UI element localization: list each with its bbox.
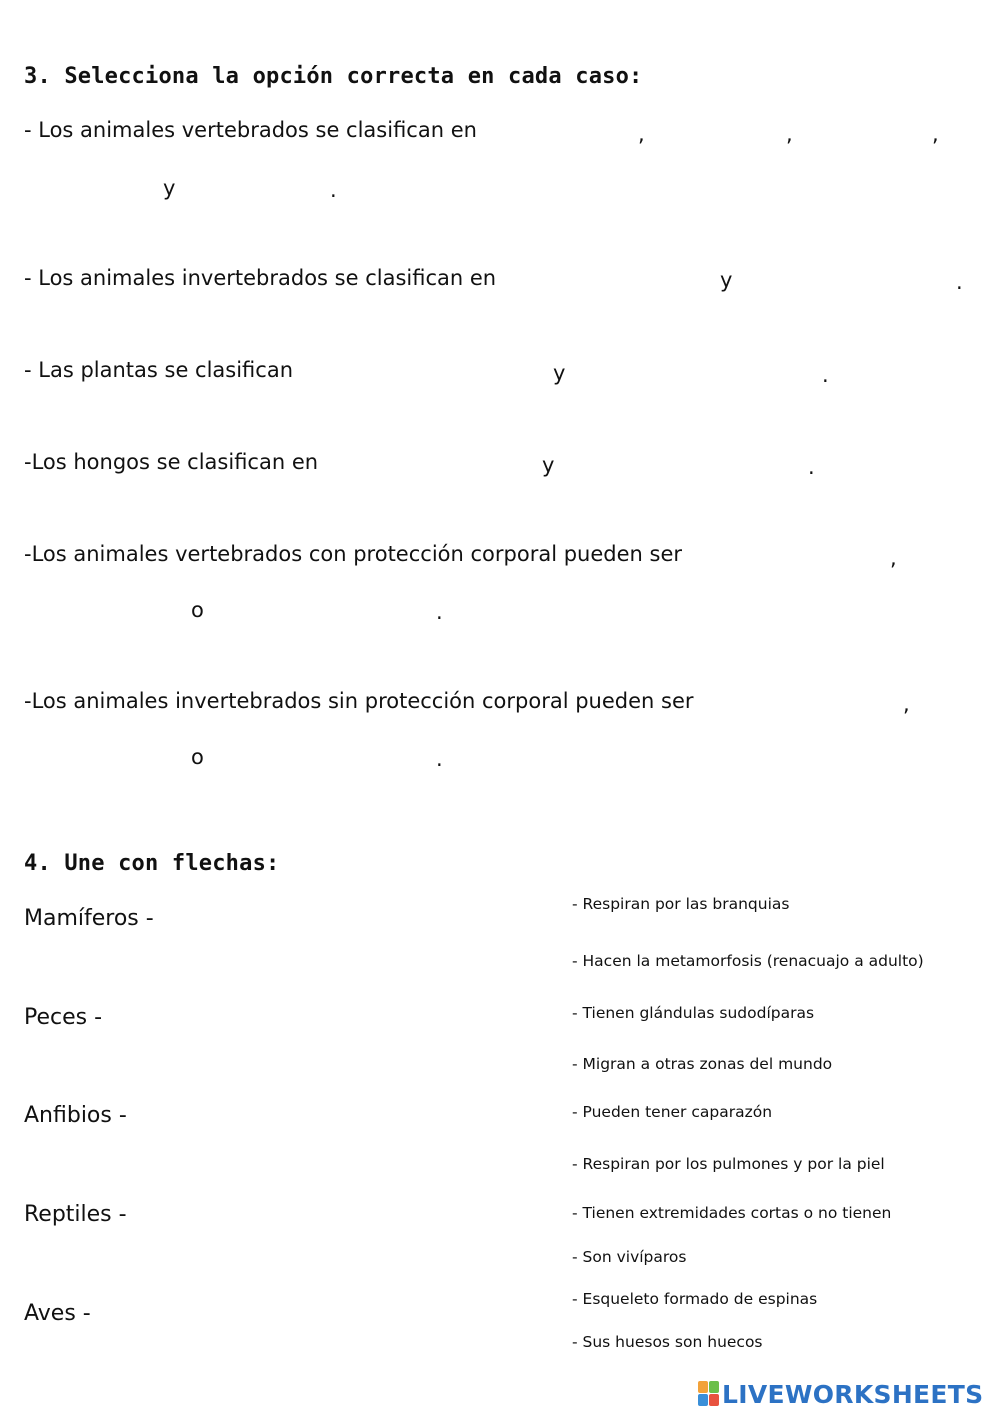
match-right-item: - Esqueleto formado de espinas <box>572 1290 818 1308</box>
match-right-item: - Respiran por las branquias <box>572 895 790 913</box>
sentence-end: . <box>330 178 337 202</box>
match-left-item: Peces - <box>24 1005 103 1030</box>
match-right-item: - Tienen extremidades cortas o no tienen <box>572 1204 892 1222</box>
match-right-item: - Tienen glándulas sudodíparas <box>572 1004 815 1022</box>
conjunction-y: y <box>542 453 555 477</box>
match-right-item: - Pueden tener caparazón <box>572 1103 773 1121</box>
match-right-item: - Son vivíparos <box>572 1248 687 1266</box>
sentence-end: . <box>436 600 443 624</box>
separator-comma: , <box>786 122 793 146</box>
liveworksheets-logo <box>698 1377 983 1411</box>
match-right-item: - Sus huesos son huecos <box>572 1333 763 1351</box>
match-right-item: - Respiran por los pulmones y por la piel <box>572 1155 885 1173</box>
question-vertebrates-classification: - Los animales vertebrados se clasifican en <box>24 118 477 142</box>
section-4-heading: 4. Une con flechas: <box>24 851 280 876</box>
question-plants-classification: - Las plantas se clasifican <box>24 358 294 382</box>
separator-comma: , <box>890 546 897 570</box>
separator-comma: , <box>932 122 939 146</box>
sentence-end: . <box>808 455 815 479</box>
question-invertebrates-classification: - Los animales invertebrados se clasifican en <box>24 266 497 290</box>
question-vertebrates-protection: -Los animales vertebrados con protección corporal pueden ser <box>24 542 682 566</box>
match-left-item: Aves - <box>24 1301 91 1326</box>
question-invertebrates-protection: -Los animales invertebrados sin protección corporal pueden ser <box>24 689 694 713</box>
separator-comma: , <box>638 122 645 146</box>
match-left-item: Anfibios - <box>24 1103 127 1128</box>
section-3-heading: 3. Selecciona la opción correcta en cada caso: <box>24 64 643 89</box>
question-fungi-classification: -Los hongos se clasifican en <box>24 450 319 474</box>
conjunction-o: o <box>191 598 204 622</box>
conjunction-y: y <box>163 176 176 200</box>
conjunction-y: y <box>553 361 566 385</box>
sentence-end: . <box>822 363 829 387</box>
match-right-item: - Migran a otras zonas del mundo <box>572 1055 833 1073</box>
conjunction-y: y <box>720 268 733 292</box>
sentence-end: . <box>956 270 963 294</box>
match-left-item: Mamíferos - <box>24 906 154 931</box>
sentence-end: . <box>436 747 443 771</box>
conjunction-o: o <box>191 745 204 769</box>
logo-text: LIVEWORKSHEETS <box>722 1379 984 1409</box>
liveworksheets-mark-icon <box>698 1381 720 1407</box>
separator-comma: , <box>903 692 910 716</box>
match-left-item: Reptiles - <box>24 1202 127 1227</box>
match-right-item: - Hacen la metamorfosis (renacuajo a adulto) <box>572 952 924 970</box>
